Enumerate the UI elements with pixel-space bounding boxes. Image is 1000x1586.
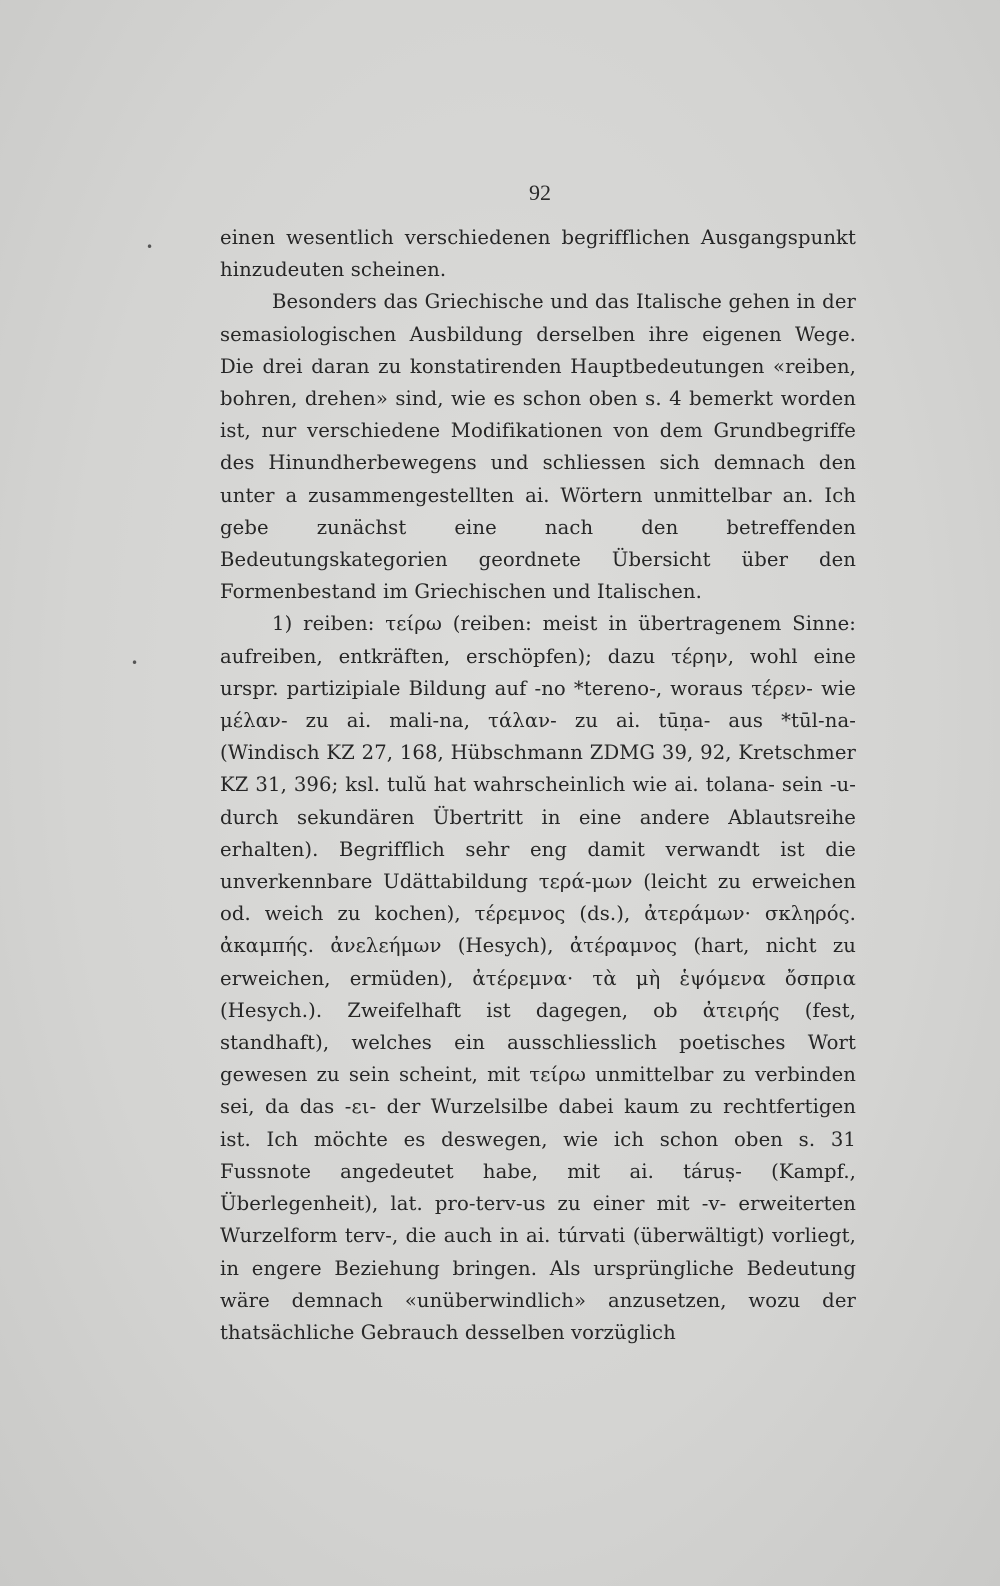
paragraph: einen wesentlich verschiedenen begrifflichen Ausgangspunkt hinzudeuten scheinen.: [220, 226, 856, 282]
paragraph: Besonders das Griechische und das Italische gehen in der semasiologischen Ausbildung derselben ihre eigenen Wege. Die drei daran zu konstatirenden Hauptbedeutungen «reiben, bohren, drehen» sind, wie es schon oben s. 4 bemerkt worden ist, nur verschiedene Modifikationen von dem Grundbegriffe des Hinundherbewegens und schliessen sich demnach den unter a zusammengestellten ai. Wörtern unmittelbar an. Ich gebe zunächst eine nach den betreffenden Bedeutungskategorien geordnete Übersicht über den Formenbestand im Griechischen und Italischen.: [220, 290, 856, 604]
page-number: 92: [529, 180, 551, 205]
margin-speck: •: [146, 240, 154, 254]
margin-speck: •: [131, 656, 139, 670]
body-text: [220, 222, 856, 1349]
paragraph: 1) reiben: τείρω (reiben: meist in übertragenem Sinne: aufreiben, entkräften, erschöpfen); dazu τέρην, wohl eine urspr. partizipiale Bildung auf -no *tereno-, woraus τέρεν- wie μέλαν- zu ai. mali-na, τάλαν- zu ai. tūṇa- aus *tūl-na- (Windisch KZ 27, 168, Hübschmann ZDMG 39, 92, Kretschmer KZ 31, 396; ksl. tulŭ hat wahrscheinlich wie ai. tolana- sein -u- durch sekundären Übertritt in eine andere Ablautsreihe erhalten). Begrifflich sehr eng damit verwandt ist die unverkennbare Udättabildung τερά-μων (leicht zu erweichen od. weich zu kochen), τέρεμνος (ds.), ἀτεράμων· σκληρός. ἀκαμπής. ἀνελεήμων (Hesych), ἀτέραμνος (hart, nicht zu erweichen, ermüden), ἀτέρεμνα· τὰ μὴ ἑψόμενα ὄσπρια (Hesych.). Zweifelhaft ist dagegen, ob ἀτειρής (fest, standhaft), welches ein ausschliesslich poetisches Wort gewesen zu sein scheint, mit τείρω unmittelbar zu verbinden sei, da das -ει- der Wurzelsilbe dabei kaum zu rechtfertigen ist. Ich möchte es deswegen, wie ich schon oben s. 31 Fussnote angedeutet habe, mit ai. táruṣ- (Kampf., Überlegenheit), lat. pro-terv-us zu einer mit -v- erweiterten Wurzelform terv-, die auch in ai. túrvati (überwältigt) vorliegt, in engere Beziehung bringen. Als ursprüngliche Bedeutung wäre demnach «unüberwindlich» anzusetzen, wozu der thatsächliche Gebrauch desselben vorzüglich: [220, 612, 856, 1344]
